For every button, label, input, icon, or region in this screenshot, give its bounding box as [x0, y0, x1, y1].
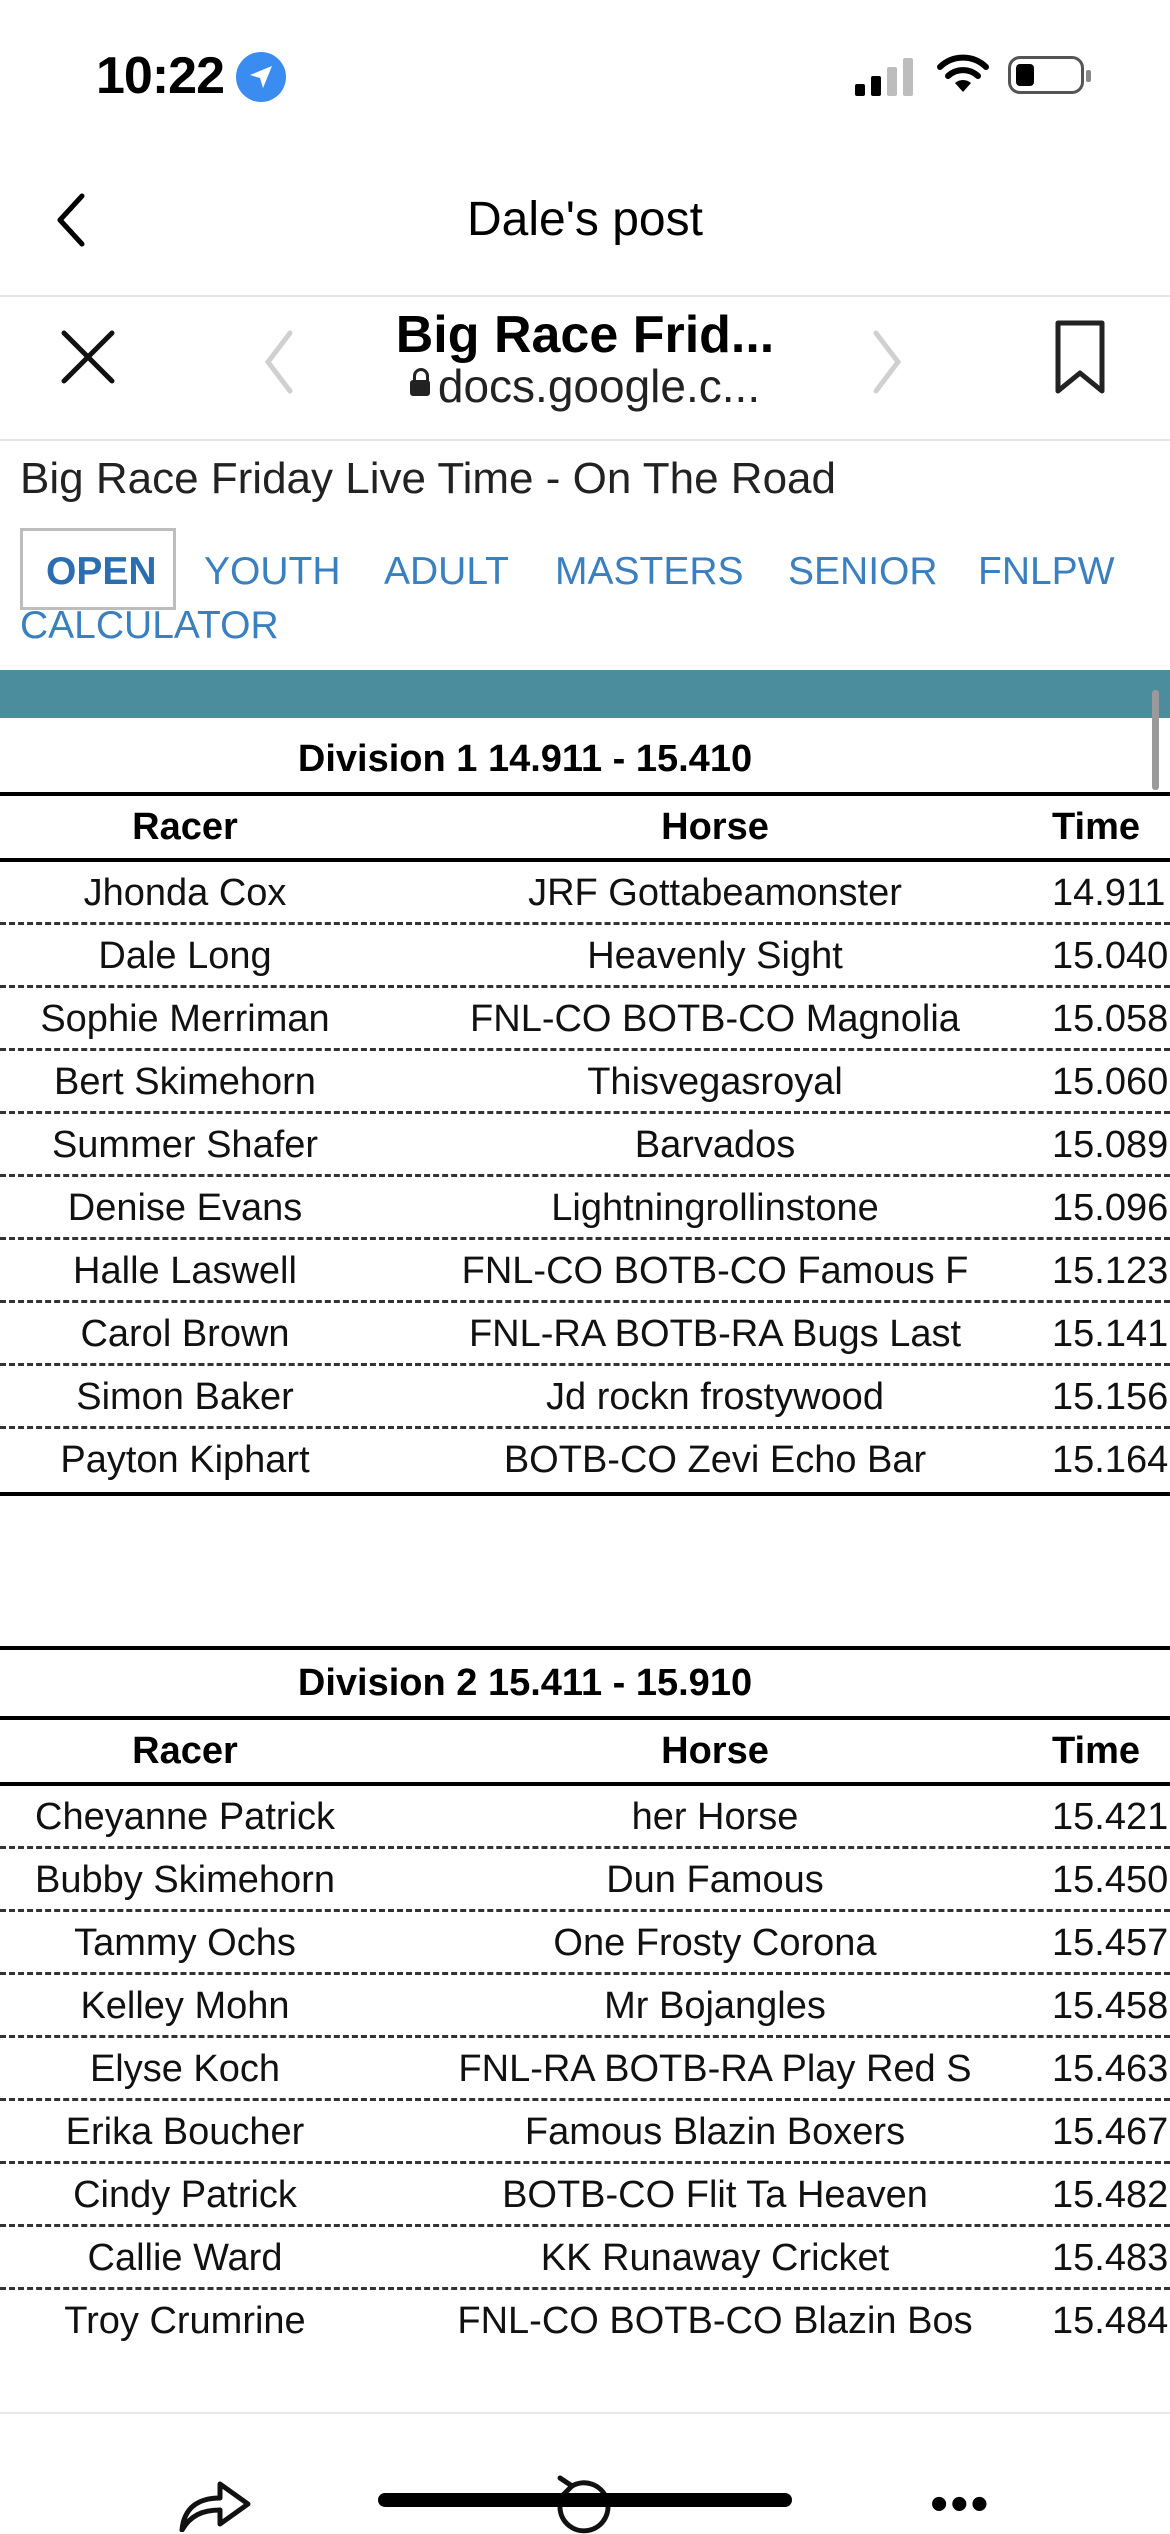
racer-cell: Callie Ward: [87, 2237, 283, 2279]
table-row: [0, 1429, 1170, 1492]
time-cell: 15.060: [1052, 1061, 1169, 1103]
column-header-racer: Racer: [132, 1730, 238, 1772]
time-cell: 15.484: [1052, 2300, 1169, 2342]
horse-cell: Jd rockn frostywood: [546, 1376, 884, 1418]
racer-cell: Simon Baker: [76, 1376, 294, 1418]
table-body: [0, 1786, 1170, 2353]
horse-cell: Heavenly Sight: [587, 935, 843, 977]
horse-cell: FNL-RA BOTB-RA Bugs Last: [468, 1313, 962, 1355]
tab-senior[interactable]: SENIOR: [788, 550, 938, 593]
column-header-horse: Horse: [661, 806, 769, 848]
racer-cell: Erika Boucher: [65, 2111, 305, 2153]
sheet-tabs: [0, 522, 1170, 652]
column-header-row: [0, 1720, 1170, 1782]
horse-cell: Dun Famous: [606, 1859, 824, 1901]
horse-cell: One Frosty Corona: [553, 1922, 877, 1964]
time-cell: 15.458: [1052, 1985, 1169, 2027]
time-cell: 15.482: [1052, 2174, 1169, 2216]
racer-cell: Halle Laswell: [73, 1250, 297, 1292]
division-table: [0, 1646, 1170, 2353]
horse-cell: Thisvegasroyal: [587, 1061, 843, 1103]
tab-masters[interactable]: MASTERS: [555, 550, 744, 593]
bottom-toolbar: [0, 2412, 1170, 2534]
horse-cell: FNL-RA BOTB-RA Play Red S: [458, 2048, 972, 2090]
battery-icon: [1008, 56, 1084, 94]
horse-cell: BOTB-CO Zevi Echo Bar: [503, 1439, 927, 1481]
racer-cell: Denise Evans: [67, 1187, 303, 1229]
division-title-row: [0, 726, 1170, 792]
racer-cell: Cindy Patrick: [73, 2174, 297, 2216]
time-cell: 15.141: [1052, 1313, 1169, 1355]
division-title: Division 2 15.411 - 15.910: [297, 1662, 753, 1704]
table-row: [0, 1366, 1170, 1429]
time-cell: 15.483: [1052, 2237, 1169, 2279]
url-text: docs.google.c...: [437, 360, 761, 412]
time-cell: 15.421: [1052, 1796, 1169, 1838]
racer-cell: Payton Kiphart: [60, 1439, 310, 1481]
browser-page-title: Big Race Frid...: [395, 306, 775, 364]
next-icon[interactable]: [866, 327, 906, 397]
racer-cell: Summer Shafer: [51, 1124, 319, 1166]
time-cell: 15.164: [1052, 1439, 1169, 1481]
table-row: [0, 862, 1170, 925]
table-row: [0, 1975, 1170, 2038]
post-header: [0, 150, 1170, 295]
time-cell: 15.457: [1052, 1922, 1169, 1964]
column-header-racer: Racer: [132, 806, 238, 848]
horse-cell: her Horse: [631, 1796, 799, 1838]
home-indicator: [378, 2493, 792, 2507]
time-cell: 14.911: [1052, 872, 1166, 914]
racer-cell: Jhonda Cox: [83, 872, 287, 914]
racer-cell: Bert Skimehorn: [54, 1061, 316, 1103]
racer-cell: Cheyanne Patrick: [35, 1796, 335, 1838]
browser-toolbar: [0, 295, 1170, 441]
time-cell: 15.058: [1052, 998, 1169, 1040]
tab-adult[interactable]: ADULT: [384, 550, 509, 593]
more-icon[interactable]: •••: [930, 2475, 991, 2533]
table-row: [0, 988, 1170, 1051]
time-cell: 15.096: [1052, 1187, 1169, 1229]
time-cell: 15.123: [1052, 1250, 1169, 1292]
racer-cell: Dale Long: [98, 935, 272, 977]
page-title: Dale's post: [467, 193, 703, 246]
column-header-horse: Horse: [661, 1730, 769, 1772]
horse-cell: Famous Blazin Boxers: [524, 2111, 906, 2153]
table-row: [0, 2290, 1170, 2353]
division-title: Division 1 14.911 - 15.410: [297, 738, 753, 780]
bookmark-icon[interactable]: [1052, 319, 1108, 395]
status-time: 10:22: [96, 47, 224, 105]
racer-cell: Troy Crumrine: [64, 2300, 306, 2342]
status-bar: [0, 0, 1170, 150]
horse-cell: FNL-CO BOTB-CO Famous F: [461, 1250, 969, 1292]
time-cell: 15.040: [1052, 935, 1169, 977]
sheet-header-bar: [0, 670, 1170, 718]
racer-cell: Sophie Merriman: [40, 998, 330, 1040]
horse-cell: Mr Bojangles: [604, 1985, 826, 2027]
time-cell: 15.467: [1052, 2111, 1169, 2153]
column-header-time: Time: [1052, 1730, 1141, 1772]
share-icon[interactable]: [178, 2472, 252, 2532]
horse-cell: BOTB-CO Flit Ta Heaven: [502, 2174, 928, 2216]
tab-calculator[interactable]: CALCULATOR: [20, 604, 279, 647]
table-row: [0, 1849, 1170, 1912]
column-header-time: Time: [1052, 806, 1141, 848]
racer-cell: Carol Brown: [80, 1313, 290, 1355]
tab-fnlpw[interactable]: FNLPW: [978, 550, 1115, 593]
tab-youth[interactable]: YOUTH: [204, 550, 341, 593]
table-row: [0, 1303, 1170, 1366]
division-table: [0, 726, 1170, 1496]
division-title-row: [0, 1650, 1170, 1716]
table-row: [0, 1912, 1170, 1975]
table-row: [0, 1051, 1170, 1114]
browser-url[interactable]: [0, 359, 1170, 413]
signal-icon: [853, 58, 915, 96]
racer-cell: Kelley Mohn: [80, 1985, 290, 2027]
table-row: [0, 2038, 1170, 2101]
table-row: [0, 1114, 1170, 1177]
table-body: [0, 862, 1170, 1492]
time-cell: 15.463: [1052, 2048, 1169, 2090]
racer-cell: Bubby Skimehorn: [35, 1859, 335, 1901]
time-cell: 15.156: [1052, 1376, 1169, 1418]
horse-cell: FNL-CO BOTB-CO Magnolia: [470, 998, 960, 1040]
horse-cell: Barvados: [634, 1124, 796, 1166]
horse-cell: KK Runaway Cricket: [540, 2237, 890, 2279]
document-title: Big Race Friday Live Time - On The Road: [20, 454, 836, 503]
column-header-row: [0, 796, 1170, 858]
divider: [0, 1492, 1170, 1496]
table-row: [0, 1786, 1170, 1849]
horse-cell: JRF Gottabeamonster: [528, 872, 902, 914]
table-row: [0, 2227, 1170, 2290]
time-cell: 15.089: [1052, 1124, 1169, 1166]
time-cell: 15.450: [1052, 1859, 1169, 1901]
horse-cell: Lightningrollinstone: [551, 1187, 879, 1229]
table-row: [0, 925, 1170, 988]
table-row: [0, 2101, 1170, 2164]
table-row: [0, 1177, 1170, 1240]
location-arrow-icon: [236, 52, 286, 102]
lock-icon: [410, 380, 430, 396]
racer-cell: Elyse Koch: [89, 2048, 281, 2090]
horse-cell: FNL-CO BOTB-CO Blazin Bos: [457, 2300, 973, 2342]
table-row: [0, 2164, 1170, 2227]
wifi-icon: [936, 52, 990, 94]
racer-cell: Tammy Ochs: [74, 1922, 296, 1964]
table-row: [0, 1240, 1170, 1303]
tab-open[interactable]: OPEN: [46, 550, 157, 593]
